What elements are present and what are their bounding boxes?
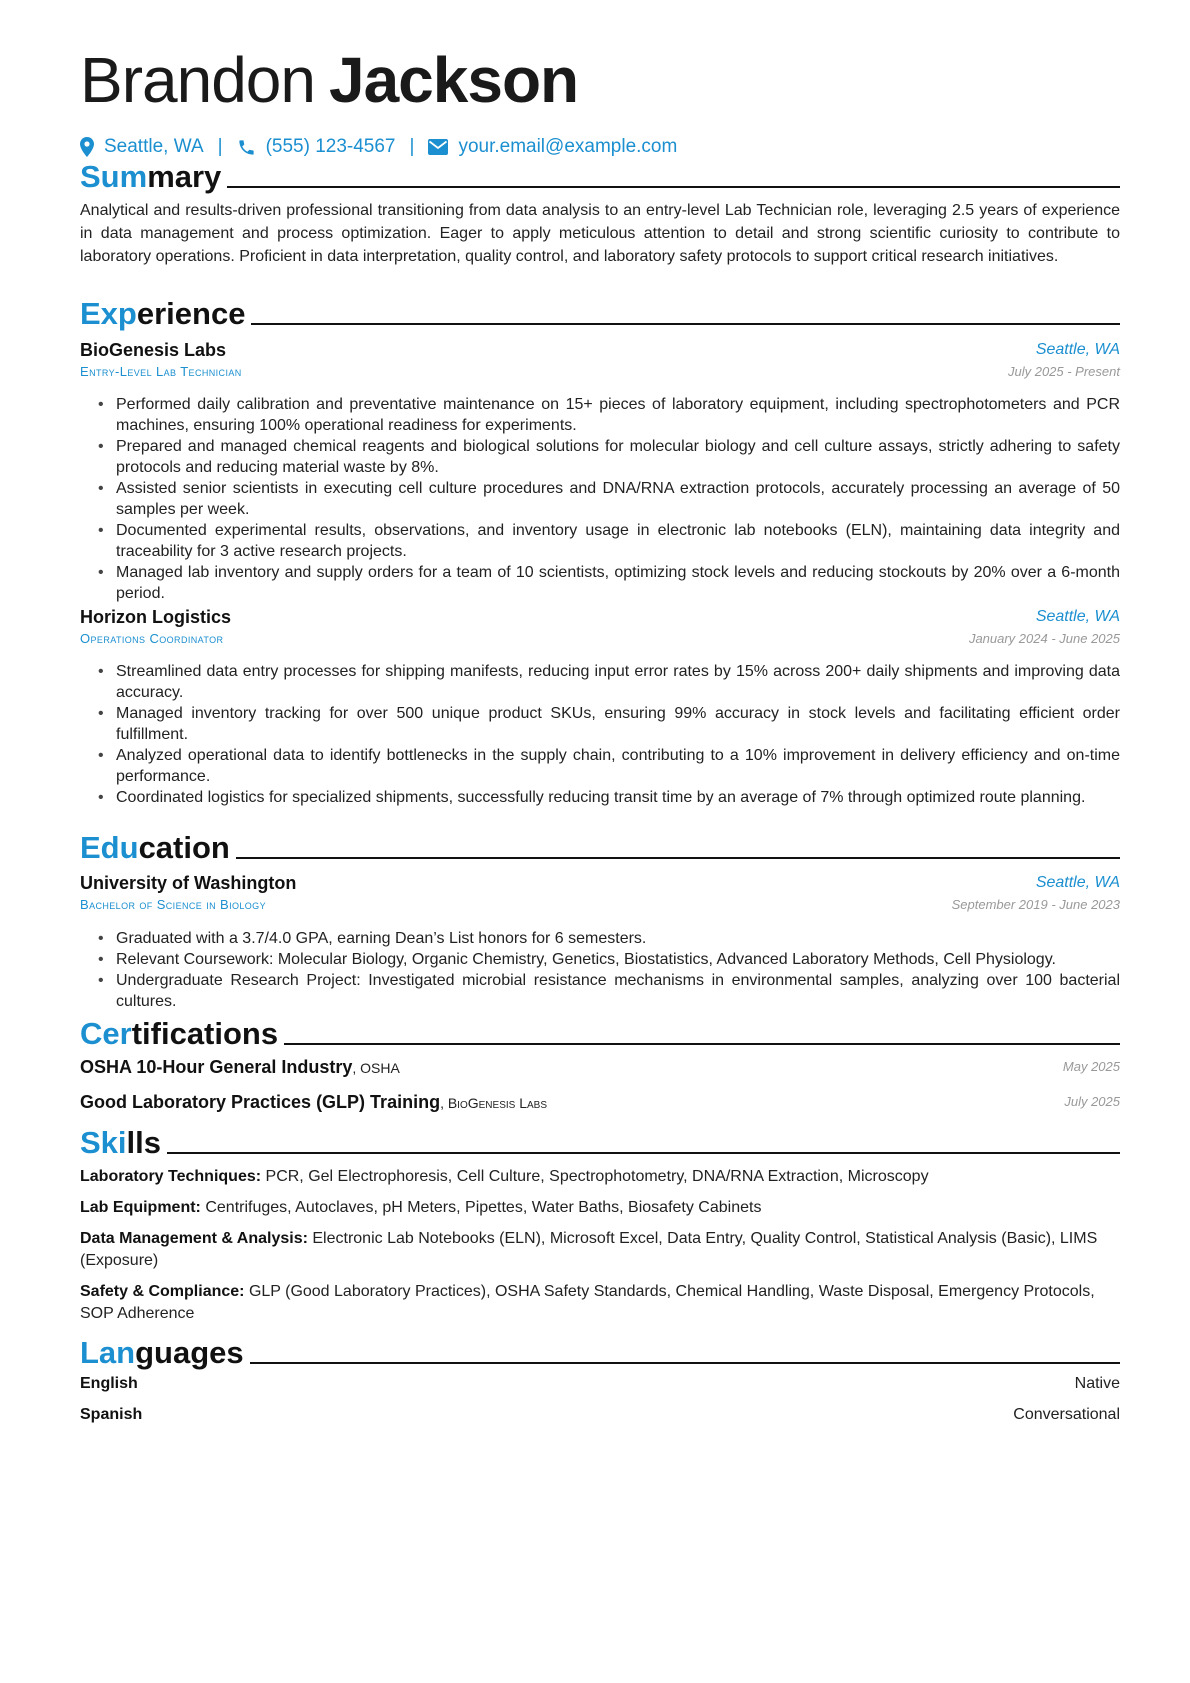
first-name: Brandon [80,44,315,116]
skill-row [80,1228,1120,1272]
bullet-item: • Coordinated logistics for specialized shipments, successfully reducing transit time by an average of 7% through optimized route planning. [98,787,1120,808]
skill-values: PCR, Gel Electrophoresis, Cell Culture, Spectrophotometry, DNA/RNA Extraction, Microscopy [265,1168,929,1185]
bullet-item: • Streamlined data entry processes for shipping manifests, reducing input error rates by 15% across 200+ daily shipments and improving data accuracy. [98,661,1120,703]
section-divider [251,323,1120,325]
section-title: Education [80,830,230,865]
section-divider [250,1362,1120,1364]
summary-section-heading [80,155,1120,195]
organization-name: BioGenesis Labs [80,340,227,360]
bullet-item: • Performed daily calibration and preventative maintenance on 15+ pieces of laboratory equipment, including spectrophotometers and PCR machines, ensuring 100% operational readiness for experiments. [98,394,1120,436]
entry-location: Seattle, WA [1035,874,1120,891]
job-title: Entry-Level Lab Technician [80,364,242,379]
certification-item: OSHA 10-Hour General Industry, OSHA May 2025 [80,1057,1120,1077]
skill-values: Electronic Lab Notebooks (ELN), Microsoft Excel, Data Entry, Quality Control, Statistical Analysis (Basic), LIMS (Exposure) [80,1230,1098,1269]
language-name: English [80,1375,138,1392]
phone-icon [237,138,266,157]
entry-location: Seattle, WA [1035,608,1120,625]
skill-values: Centrifuges, Autoclaves, pH Meters, Pipettes, Water Baths, Biosafety Cabinets [205,1199,762,1216]
certification-issuer: OSHA [360,1060,400,1076]
bullet-item: • Graduated with a 3.7/4.0 GPA, earning Dean’s List honors for 6 semesters. [98,928,1120,949]
experience-entry-header [80,339,1120,383]
experience-bullets [98,661,1120,808]
skill-category: Safety & Compliance: [80,1283,245,1300]
language-level: Native [1074,1375,1120,1392]
bullet-item: • Undergraduate Research Project: Investigated microbial resistance mechanisms in environmental samples, analyzing over 100 bacterial cultures. [98,970,1120,1012]
language-name: Spanish [80,1406,143,1423]
bullet-item: • Documented experimental results, observations, and inventory usage in electronic lab notebooks (ELN), maintaining data integrity and traceability for 3 active research projects. [98,520,1120,562]
certification-date: July 2025 [1064,1094,1120,1109]
entry-dates: September 2019 - June 2023 [951,897,1120,912]
certifications-section-heading [80,1012,1120,1052]
experience-section-heading [80,292,1120,332]
skill-category: Laboratory Techniques: [80,1168,262,1185]
skill-row [80,1281,1120,1325]
bullet-item: • Relevant Coursework: Molecular Biology, Organic Chemistry, Genetics, Biostatistics, Advanced Laboratory Methods, Cell Physiology. [98,949,1120,970]
section-title: Experience [80,296,246,331]
envelope-icon [428,139,458,155]
entry-dates: July 2025 - Present [1007,364,1120,379]
organization-name: Horizon Logistics [80,607,232,627]
entry-location: Seattle, WA [1035,341,1120,358]
contact-separator: | [217,136,223,157]
institution-name: University of Washington [80,873,297,893]
summary-text: Analytical and results-driven professional transitioning from data analysis to an entry-level Lab Technician role, leveraging 2.5 years of experience in data management and process optimization. Eager to apply meticulous attention to detail and strong scientific curiosity to contribute to laboratory operations. Proficient in data interpretation, quality control, and laboratory safety protocols to support critical research initiatives. [80,202,1120,265]
skill-row [80,1197,1120,1219]
certification-date: May 2025 [1062,1059,1120,1074]
experience-bullets [98,394,1120,604]
bullet-item: • Analyzed operational data to identify bottlenecks in the supply chain, contributing to a 10% improvement in delivery efficiency and on-time performance. [98,745,1120,787]
skill-category: Data Management & Analysis: [80,1230,308,1247]
contact-separator: | [409,136,415,157]
language-level: Conversational [1013,1406,1120,1423]
experience-entry-header [80,606,1120,650]
skill-row [80,1166,1120,1188]
location-text: Seattle, WA [104,136,204,157]
bullet-item: • Managed inventory tracking for over 500 unique product SKUs, ensuring 99% accuracy in stock levels and facilitating efficient order fulfillment. [98,703,1120,745]
section-title: Certifications [80,1016,279,1051]
bullet-item: • Assisted senior scientists in executing cell culture procedures and DNA/RNA extraction protocols, accurately processing an average of 50 samples per week. [98,478,1120,520]
phone-text: (555) 123-4567 [265,136,396,157]
section-title: Summary [80,159,222,194]
certification-name: OSHA 10-Hour General Industry [80,1057,353,1077]
job-title: Operations Coordinator [80,631,224,646]
education-bullets [98,928,1120,1012]
skills-section-heading [80,1121,1120,1161]
section-title: Skills [80,1125,161,1160]
skill-values: GLP (Good Laboratory Practices), OSHA Safety Standards, Chemical Handling, Waste Disposal, Emergency Protocols, SOP Adherence [80,1283,1095,1322]
section-divider [167,1152,1120,1154]
language-row [80,1406,1120,1428]
section-title: Languages [80,1335,244,1370]
section-divider [236,857,1120,859]
entry-dates: January 2024 - June 2025 [968,631,1120,646]
section-divider [227,186,1120,188]
map-pin-icon [80,137,104,157]
education-section-heading [80,826,1120,866]
education-entry-header [80,872,1120,916]
bullet-item: • Prepared and managed chemical reagents and biological solutions for molecular biology and cell culture assays, strictly adhering to safety protocols and reducing material waste by 8%. [98,436,1120,478]
languages-section-heading [80,1331,1120,1371]
last-name: Jackson [328,44,579,116]
bullet-item: • Managed lab inventory and supply orders for a team of 10 scientists, optimizing stock levels and reducing stockouts by 20% over a 6-month period. [98,562,1120,604]
language-row [80,1375,1120,1397]
certification-issuer: BioGenesis Labs [447,1095,547,1111]
skill-category: Lab Equipment: [80,1199,201,1216]
email-text: your.email@example.com [458,136,678,157]
degree-title: Bachelor of Science in Biology [80,897,266,912]
section-divider [284,1043,1120,1045]
candidate-name [80,42,578,118]
certification-item: Good Laboratory Practices (GLP) Training, BioGenesis Labs July 2025 [80,1092,1120,1112]
certification-name: Good Laboratory Practices (GLP) Training [80,1092,441,1112]
